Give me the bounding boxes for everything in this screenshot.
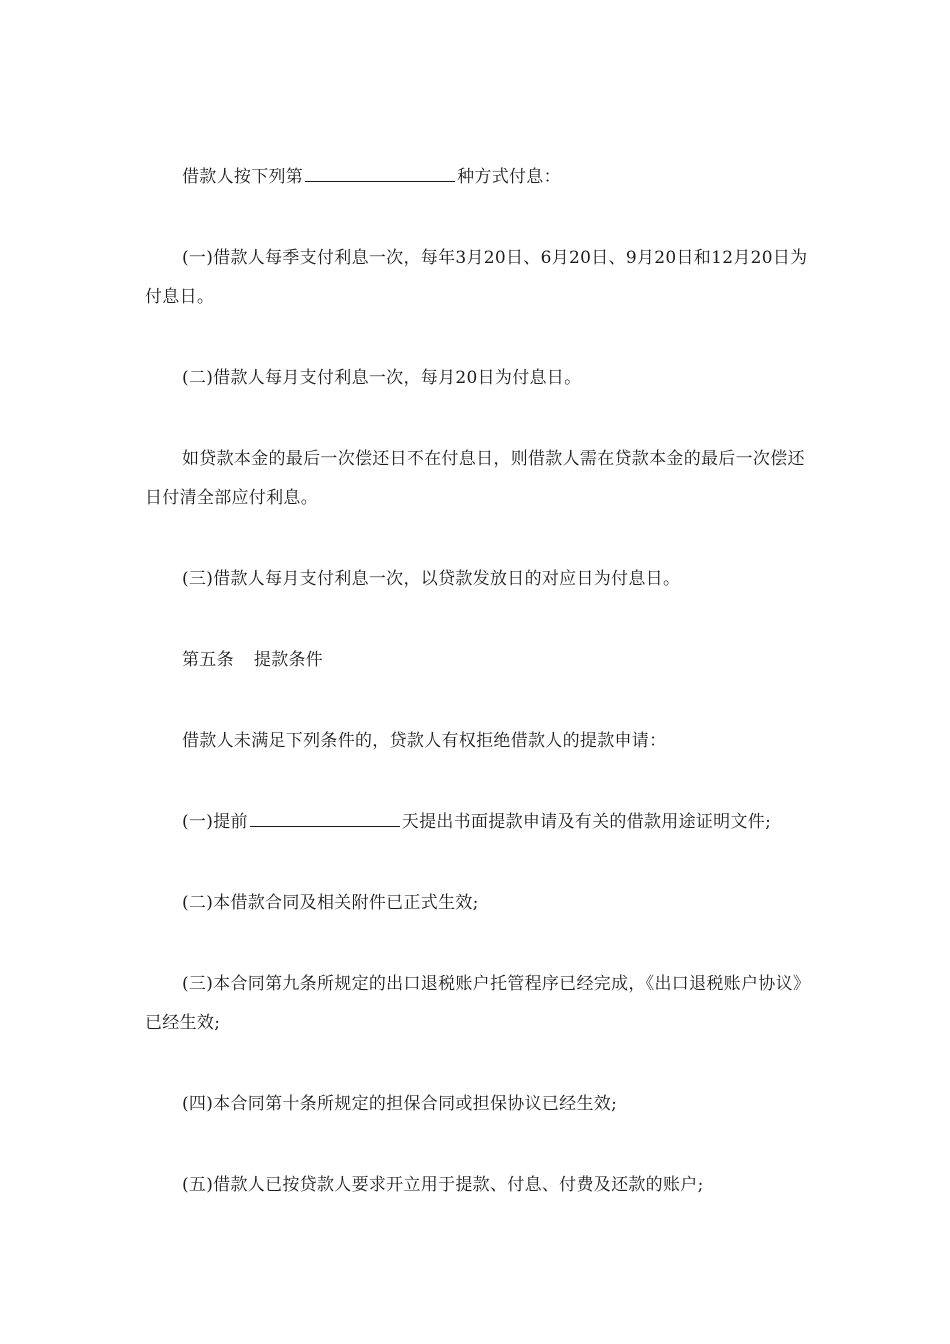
document-page <box>145 158 813 1247</box>
condition-guarantee: (四)本合同第十条所规定的担保合同或担保协议已经生效; <box>182 1094 618 1114</box>
article-title: 提款条件 <box>253 650 324 670</box>
disbursement-date-interest-paragraph: (三)借款人每月支付利息一次，以贷款发放日的对应日为付息日。 <box>182 569 681 589</box>
monthly-interest-paragraph: (二)借款人每月支付利息一次，每月20日为付息日。 <box>182 368 582 388</box>
article-number: 第五条 <box>182 650 234 670</box>
condition-accounts-opened: (五)借款人已按贷款人要求开立用于提款、付息、付费及还款的账户; <box>182 1175 704 1195</box>
withdrawal-conditions-intro: 借款人未满足下列条件的，贷款人有权拒绝借款人的提款申请： <box>182 731 667 751</box>
condition-advance-notice <box>145 803 813 842</box>
condition-tax-account: (三)本合同第九条所规定的出口退税账户托管程序已经完成，《出口退税账户协议》已经生效; <box>145 974 811 1033</box>
interest-method-paragraph <box>145 158 813 197</box>
advance-notice-blank <box>250 806 400 827</box>
condition-contract-effective: (二)本借款合同及相关附件已正式生效; <box>182 893 479 913</box>
advance-notice-suffix: 天提出书面提款申请及有关的借款用途证明文件; <box>401 812 772 832</box>
interest-method-prefix: 借款人按下列第 <box>182 167 304 187</box>
advance-notice-prefix: (一)提前 <box>182 812 248 832</box>
final-repayment-paragraph: 如贷款本金的最后一次偿还日不在付息日，则借款人需在贷款本金的最后一次偿还日付清全部应付利息。 <box>145 449 805 508</box>
quarterly-interest-paragraph: (一)借款人每季支付利息一次，每年3月20日、6月20日、9月20日和12月20日为付息日。 <box>145 248 808 307</box>
article-five-heading <box>145 641 813 680</box>
interest-method-suffix: 种方式付息： <box>457 167 561 187</box>
interest-method-blank <box>305 161 455 182</box>
